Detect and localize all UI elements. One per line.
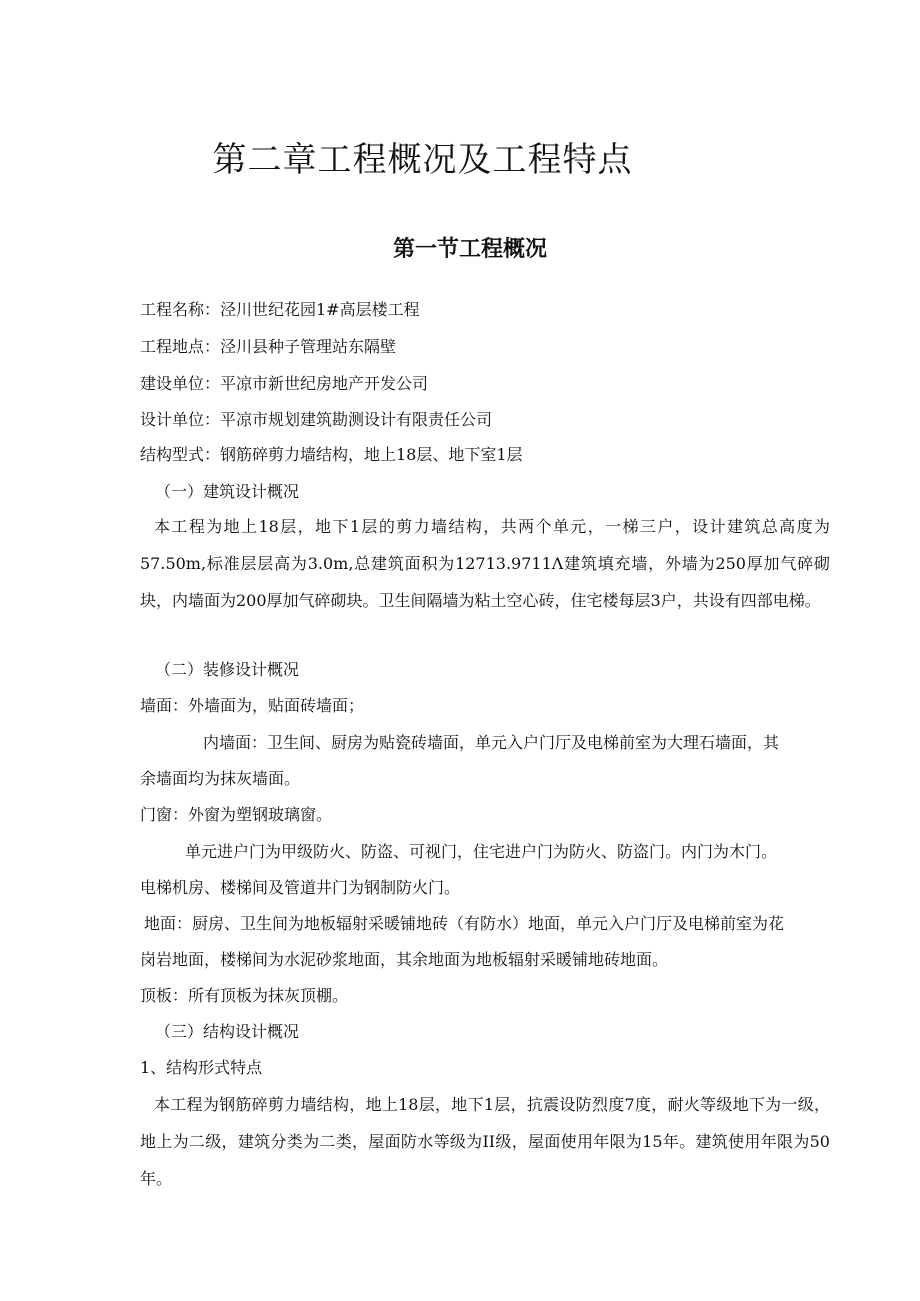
struct-design-paragraph: 本工程为钢筋碎剪力墙结构，地上18层，地下1层，抗震设防烈度7度，耐火等级地下为一级，地上为二级，建筑分类为二类，屋面防水等级为II级，屋面使用年限为15年。建筑使用年限为50年。 xyxy=(140,1095,830,1188)
struct-subheading: 1、结构形式特点 xyxy=(140,1058,263,1077)
inner-wall-line-1: 内墙面：卫生间、厨房为贴瓷砖墙面，单元入户门厅及电梯前室为大理石墙面，其 xyxy=(203,733,780,752)
decor-design-heading: （二）装修设计概况 xyxy=(155,660,300,679)
wall-line: 墙面：外墙面为，贴面砖墙面； xyxy=(140,696,365,715)
structure-type: 结构型式：钢筋碎剪力墙结构，地上18层、地下室1层 xyxy=(140,445,523,464)
section-title: 第一节工程概况 xyxy=(392,237,547,262)
project-name: 工程名称：泾川世纪花园1#高层楼工程 xyxy=(140,300,420,319)
door-line-2: 电梯机房、楼梯间及管道井门为钢制防火门。 xyxy=(140,878,461,897)
inner-wall-line-2: 余墙面均为抹灰墙面。 xyxy=(140,769,301,788)
arch-design-paragraph: 本工程为地上18层，地下1层的剪力墙结构，共两个单元，一梯三户，设计建筑总高度为57.50m,标准层层高为3.0m,总建筑面积为12713.9711Λ建筑填充墙，外墙为250厚加气碎砌块，内墙面为200厚加气碎砌块。卫生间隔墙为粘土空心砖，住宅楼每层3户，共设有四部电梯。 xyxy=(140,517,830,610)
floor-line-2: 岗岩地面，楼梯间为水泥砂浆地面，其余地面为地板辐射采暖铺地砖地面。 xyxy=(140,950,669,969)
arch-design-heading: （一）建筑设计概况 xyxy=(155,482,300,501)
construction-unit: 建设单位：平凉市新世纪房地产开发公司 xyxy=(140,374,429,393)
project-location: 工程地点：泾川县种子管理站东隔壁 xyxy=(140,337,397,356)
window-line: 门窗：外窗为塑钢玻璃窗。 xyxy=(140,805,333,824)
ceiling-line: 顶板：所有顶板为抹灰顶棚。 xyxy=(140,986,349,1005)
struct-design-heading: （三）结构设计概况 xyxy=(155,1022,300,1041)
design-unit: 设计单位：平凉市规划建筑勘测设计有限责任公司 xyxy=(140,410,493,429)
door-line-1: 单元进户门为甲级防火、防盗、可视门，住宅进户门为防火、防盗门。内门为木门。 xyxy=(185,842,778,861)
floor-line-1: 地面：厨房、卫生间为地板辐射采暖铺地砖（有防水）地面，单元入户门厅及电梯前室为花 xyxy=(144,914,785,933)
chapter-title: 第二章工程概况及工程特点 xyxy=(212,140,633,180)
